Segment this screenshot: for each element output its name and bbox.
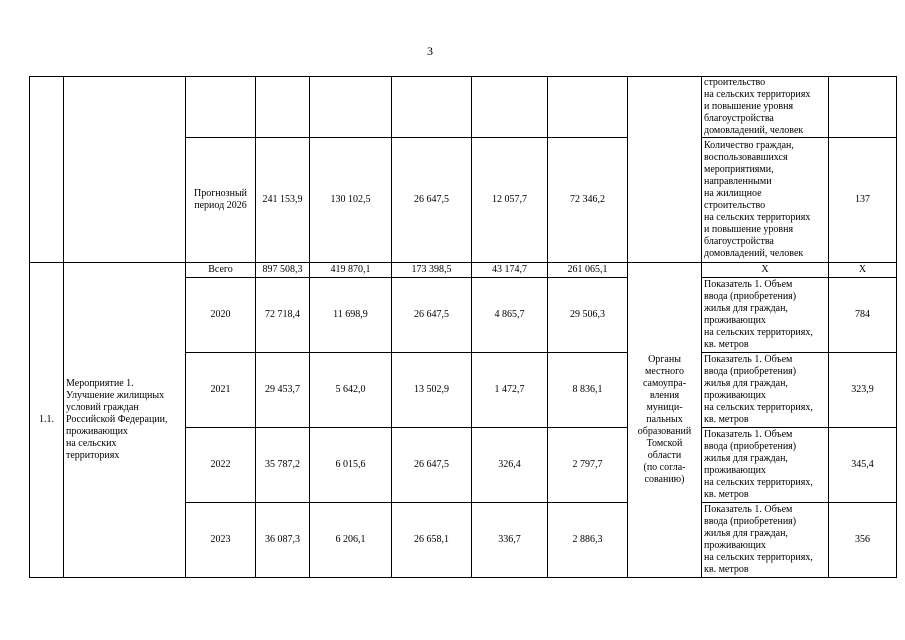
extra-cell: 2 886,3: [548, 503, 628, 578]
indicator-cell: Показатель 1. Объем ввода (приобретения) жилья для граждан, проживающих на сельских территориях, кв. метров: [702, 428, 829, 503]
total-cell: 29 453,7: [256, 353, 310, 428]
federal-cell: 5 642,0: [310, 353, 392, 428]
local-cell: 336,7: [472, 503, 548, 578]
item-number-cell: 1.1.: [30, 263, 64, 578]
period-cell: [186, 77, 256, 138]
extra-cell: 8 836,1: [548, 353, 628, 428]
total-cell: 35 787,2: [256, 428, 310, 503]
period-cell: 2022: [186, 428, 256, 503]
value-cell: Х: [829, 263, 897, 278]
local-cell: [472, 77, 548, 138]
indicator-cell: Показатель 1. Объем ввода (приобретения) жилья для граждан, проживающих на сельских территориях, кв. метров: [702, 503, 829, 578]
table-row: [30, 263, 897, 278]
item-name-cell: [64, 77, 186, 263]
period-cell: 2020: [186, 278, 256, 353]
total-cell: 36 087,3: [256, 503, 310, 578]
indicator-cell: Показатель 1. Объем ввода (приобретения) жилья для граждан, проживающих на сельских территориях, кв. метров: [702, 353, 829, 428]
value-cell: [829, 77, 897, 138]
regional-cell: 26 647,5: [392, 428, 472, 503]
indicator-cell: Показатель 1. Объем ввода (приобретения) жилья для граждан, проживающих на сельских территориях, кв. метров: [702, 278, 829, 353]
local-cell: 4 865,7: [472, 278, 548, 353]
total-cell: 897 508,3: [256, 263, 310, 278]
total-cell: 72 718,4: [256, 278, 310, 353]
period-cell: 2023: [186, 503, 256, 578]
federal-cell: 130 102,5: [310, 138, 392, 263]
regional-cell: [392, 77, 472, 138]
value-cell: 356: [829, 503, 897, 578]
regional-cell: 13 502,9: [392, 353, 472, 428]
extra-cell: 29 506,3: [548, 278, 628, 353]
extra-cell: [548, 77, 628, 138]
table-row: [30, 77, 897, 138]
federal-cell: 6 206,1: [310, 503, 392, 578]
extra-cell: 72 346,2: [548, 138, 628, 263]
local-cell: 12 057,7: [472, 138, 548, 263]
value-cell: 323,9: [829, 353, 897, 428]
local-cell: 326,4: [472, 428, 548, 503]
federal-cell: 11 698,9: [310, 278, 392, 353]
regional-cell: 26 658,1: [392, 503, 472, 578]
local-cell: 1 472,7: [472, 353, 548, 428]
indicator-cell: Количество граждан, воспользовавшихся мероприятиями, направленными на жилищное строительство на сельских территориях и повышение уровня благоустройства домовладений, человек: [702, 138, 829, 263]
executor-cell: [628, 77, 702, 263]
period-cell: Прогнозный период 2026: [186, 138, 256, 263]
total-cell: 241 153,9: [256, 138, 310, 263]
indicator-cell: Х: [702, 263, 829, 278]
total-cell: [256, 77, 310, 138]
local-cell: 43 174,7: [472, 263, 548, 278]
period-cell: Всего: [186, 263, 256, 278]
page-number: 3: [427, 44, 433, 58]
indicator-cell: строительство на сельских территориях и повышение уровня благоустройства домовладений, человек: [702, 77, 829, 138]
regional-cell: 173 398,5: [392, 263, 472, 278]
extra-cell: 2 797,7: [548, 428, 628, 503]
period-cell: 2021: [186, 353, 256, 428]
value-cell: 784: [829, 278, 897, 353]
regional-cell: 26 647,5: [392, 138, 472, 263]
federal-cell: [310, 77, 392, 138]
value-cell: 345,4: [829, 428, 897, 503]
federal-cell: 6 015,6: [310, 428, 392, 503]
value-cell: 137: [829, 138, 897, 263]
program-table: [29, 76, 897, 578]
item-name-cell: Мероприятие 1. Улучшение жилищных условий граждан Российской Федерации, проживающих на сельских территориях: [64, 263, 186, 578]
item-number-cell: [30, 77, 64, 263]
extra-cell: 261 065,1: [548, 263, 628, 278]
regional-cell: 26 647,5: [392, 278, 472, 353]
federal-cell: 419 870,1: [310, 263, 392, 278]
executor-cell: Органы местного самоупра- вления муници- пальных образований Томской области (по согла- сованию): [628, 263, 702, 578]
